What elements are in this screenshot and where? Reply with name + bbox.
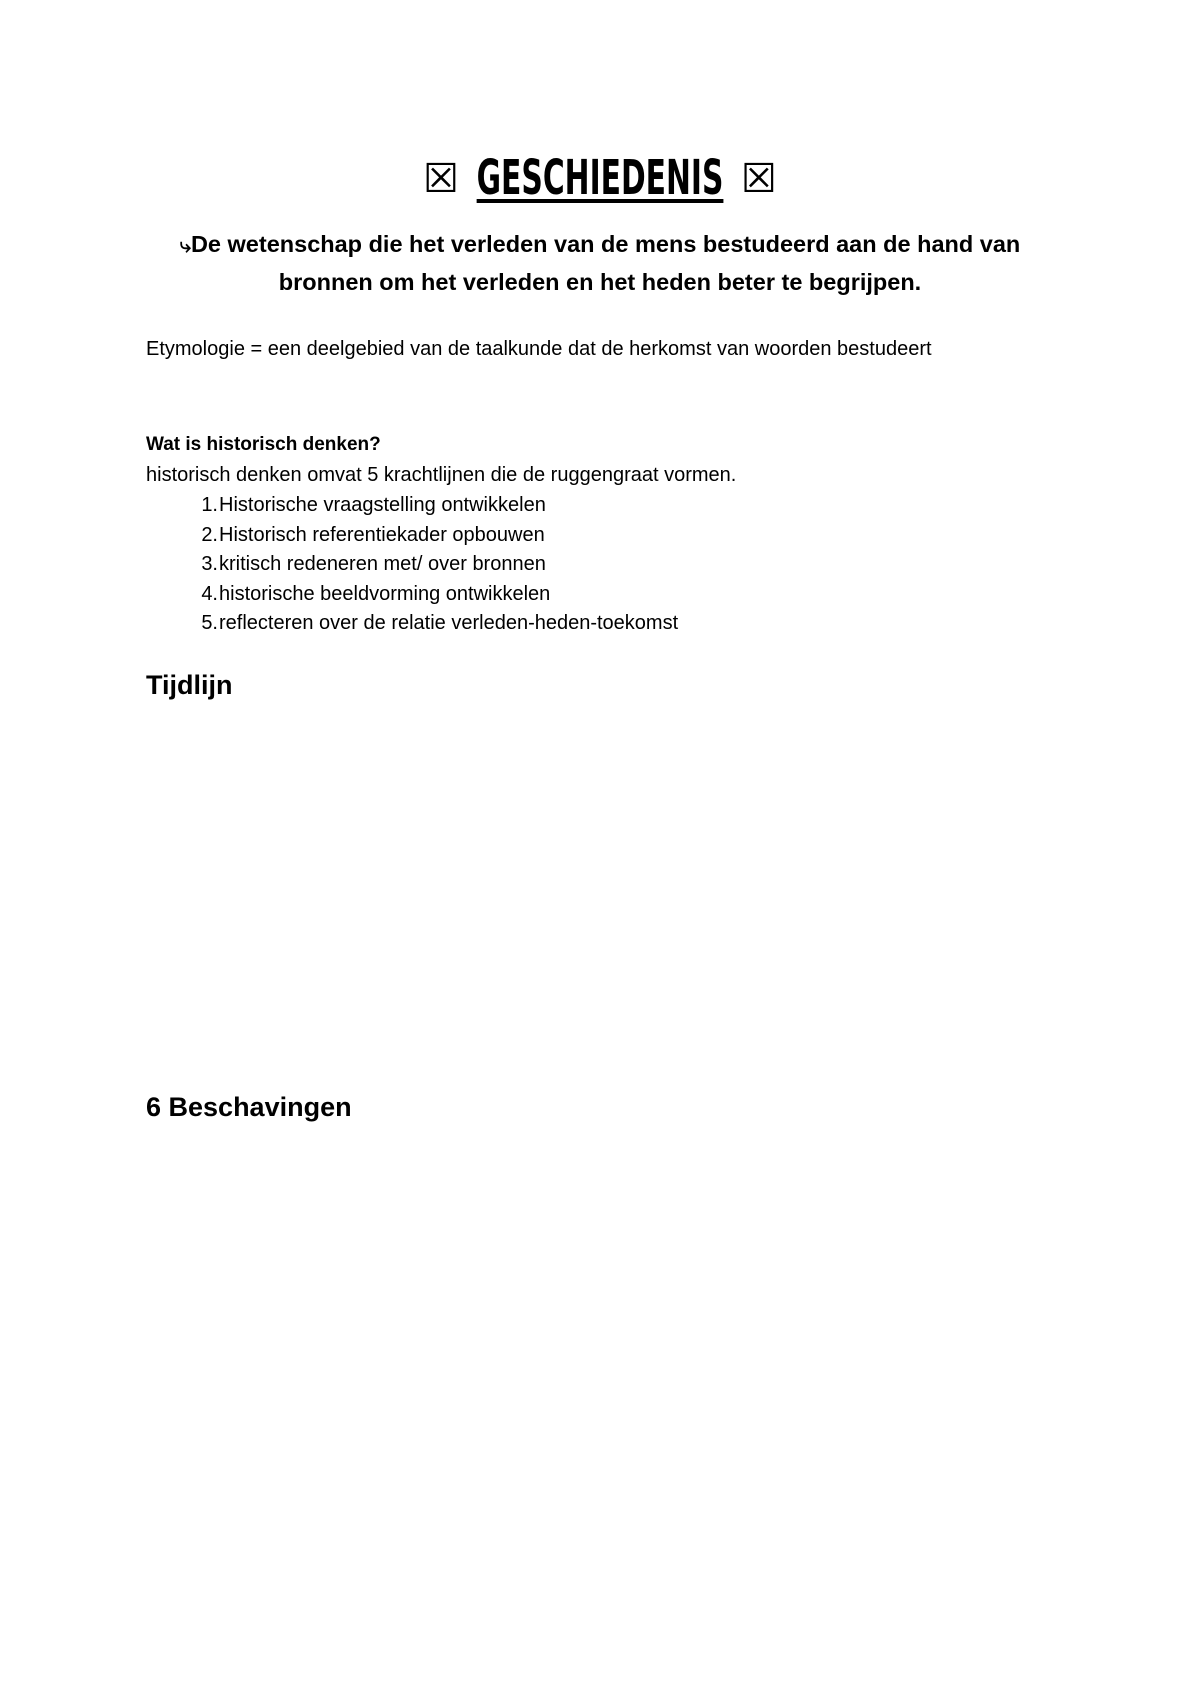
definition-line-1: De wetenschap die het verleden van de mens bestudeerd aan de hand van: [190, 231, 1021, 257]
definition-paragraph: [140, 226, 1060, 301]
page-title: [0, 150, 1200, 207]
checkbox-cross-icon-right: ☒: [741, 156, 777, 202]
list-item: [146, 550, 546, 580]
definition-line-2: bronnen om het verleden en het heden beter te begrijpen.: [278, 269, 922, 295]
list-item: [146, 580, 551, 610]
list-number: 5.: [201, 612, 218, 634]
numbered-list: [146, 491, 679, 639]
section-question-heading: Wat is historisch denken?: [146, 434, 381, 455]
list-item: [146, 521, 545, 551]
timeline-heading: Tijdlijn: [146, 670, 233, 700]
civilizations-heading: 6 Beschavingen: [146, 1092, 352, 1122]
list-text: Historische vraagstelling ontwikkelen: [219, 494, 546, 516]
checkbox-cross-icon-left: ☒: [423, 156, 459, 202]
section-intro-text: historisch denken omvat 5 krachtlijnen die de ruggengraat vormen.: [146, 464, 737, 486]
list-number: 4.: [201, 582, 218, 605]
list-text: Historisch referentiekader opbouwen: [219, 523, 545, 546]
list-item: [146, 491, 546, 521]
list-number: 2.: [201, 523, 218, 546]
etymology-definition: Etymologie = een deelgebied van de taalkunde dat de herkomst van woorden bestudeert: [146, 338, 932, 360]
list-number: 3.: [201, 553, 218, 575]
list-item: [146, 609, 679, 639]
list-text: reflecteren over de relatie verleden-heden-toekomst: [219, 612, 679, 634]
list-text: kritisch redeneren met/ over bronnen: [219, 553, 546, 575]
list-text: historische beeldvorming ontwikkelen: [219, 582, 551, 605]
list-number: 1.: [201, 494, 218, 516]
title-word: GESCHIEDENIS: [476, 150, 724, 206]
curved-arrow-icon: ⤷: [179, 233, 191, 257]
